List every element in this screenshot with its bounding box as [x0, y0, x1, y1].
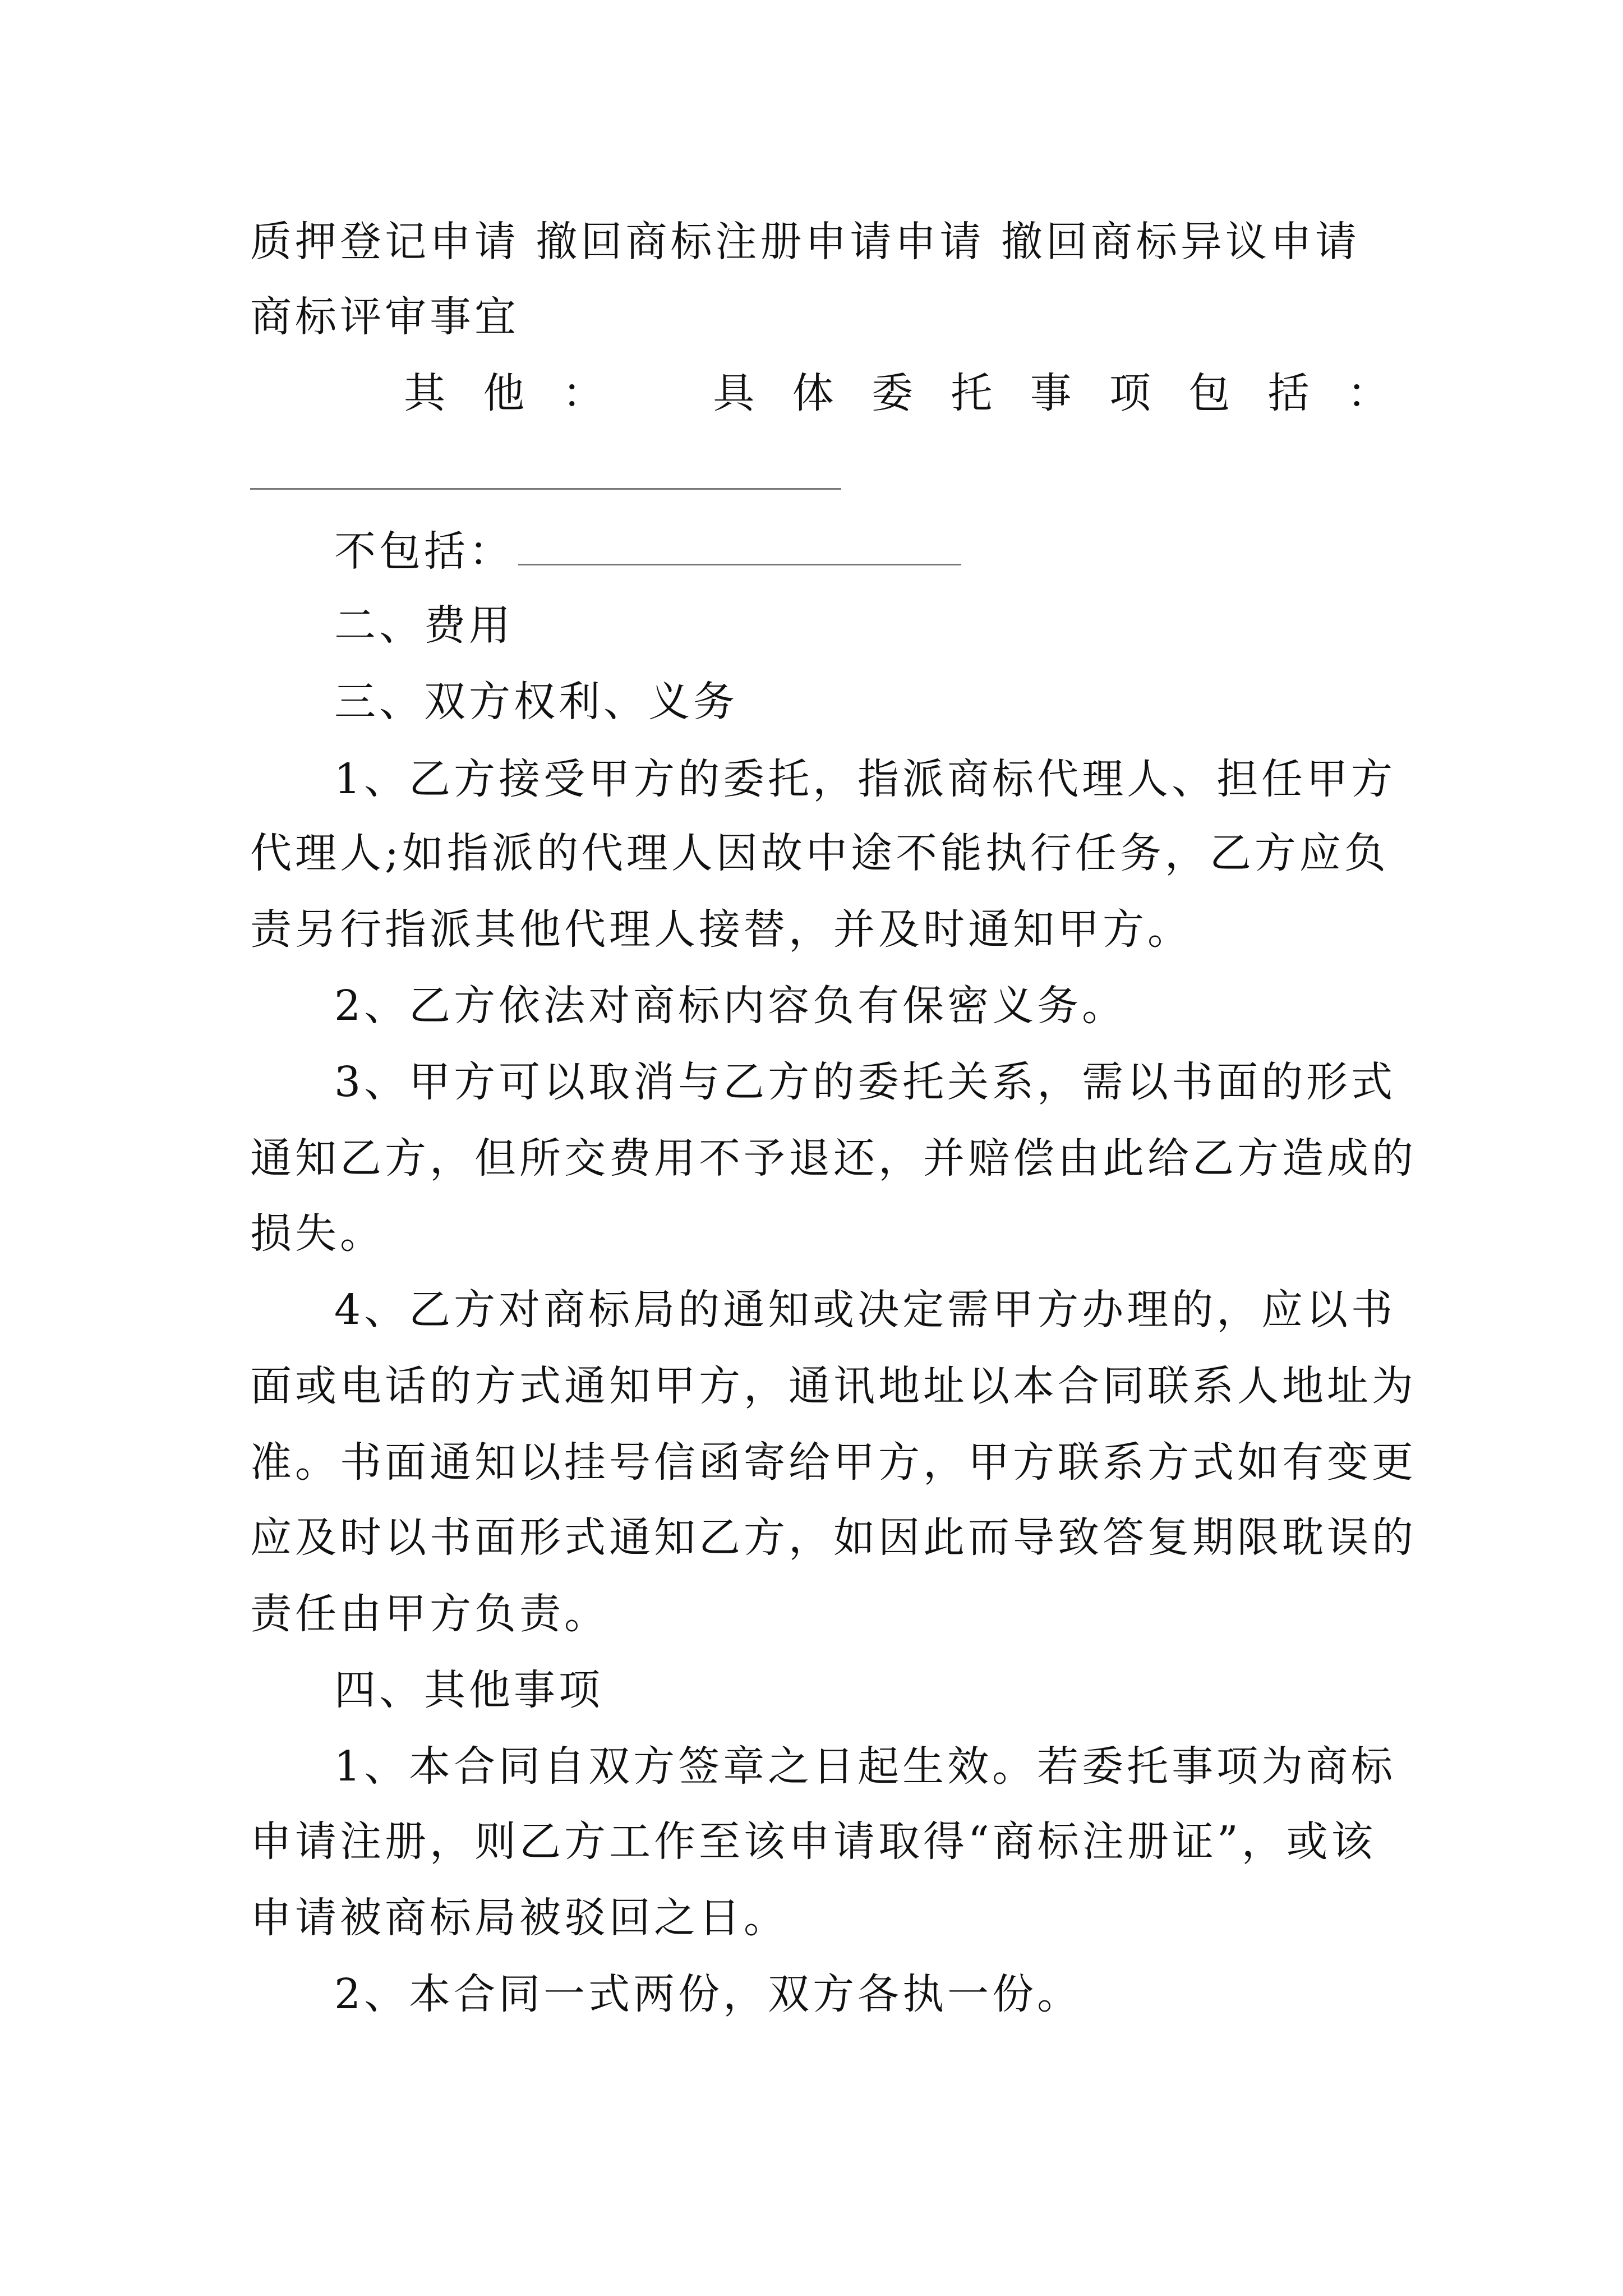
text-line: 申请注册，则乙方工作至该申请取得“商标注册证”，或该: [250, 1818, 1376, 1866]
text-fragment: ：: [1347, 369, 1389, 417]
text-line: 责另行指派其他代理人接替，并及时通知甲方。: [250, 905, 1192, 954]
text-line: 2、本合同一式两份，双方各执一份。: [334, 1970, 1082, 2018]
text-fragment: 体: [792, 369, 834, 417]
text-line: 面或电话的方式通知甲方，通讯地址以本合同联系人地址为: [250, 1362, 1417, 1410]
section-heading: 四、其他事项: [334, 1666, 603, 1714]
text-line: 准。书面通知以挂号信函寄给甲方，甲方联系方式如有变更: [250, 1438, 1417, 1487]
text-line: 应及时以书面形式通知乙方，如因此而导致答复期限耽误的: [250, 1513, 1417, 1562]
text-line: 损失。: [250, 1209, 385, 1258]
text-fragment: 他: [483, 369, 525, 417]
text-line: 通知乙方，但所交费用不予退还，并赔偿由此给乙方造成的: [250, 1134, 1417, 1182]
section-heading: 三、双方权利、义务: [334, 678, 738, 726]
text-fragment: 其: [404, 369, 445, 417]
text-line: 质押登记申请 撤回商标注册申请申请 撤回商标异议申请: [250, 218, 1361, 266]
text-fragment: 包: [1188, 369, 1230, 417]
text-line: 4、乙方对商标局的通知或决定需甲方办理的，应以书: [334, 1286, 1396, 1334]
text-line: 3、甲方可以取消与乙方的委托关系，需以书面的形式: [334, 1058, 1396, 1106]
text-line: 申请被商标局被驳回之日。: [250, 1894, 789, 1942]
text-fragment: 具: [713, 369, 755, 417]
text-fragment: 事: [1030, 369, 1072, 417]
text-spacer: [642, 372, 675, 414]
entrusted-items-line: [404, 369, 1389, 417]
text-line: 代理人;如指派的代理人因故中途不能执行任务，乙方应负: [250, 829, 1389, 877]
text-line: 1、乙方接受甲方的委托，指派商标代理人、担任甲方: [334, 755, 1396, 803]
text-fragment: 括: [1267, 369, 1310, 417]
text-fragment: 项: [1109, 369, 1151, 417]
text-line: 商标评审事宜: [250, 293, 519, 341]
text-fragment: ：: [562, 369, 604, 417]
blank-fill-line: [518, 532, 961, 565]
text-fragment: 不包括：: [334, 527, 514, 576]
text-fragment: 托: [951, 369, 993, 417]
blank-fill-line: [250, 488, 841, 490]
text-fragment: 委: [871, 369, 913, 417]
text-line: 1、本合同自双方签章之日起生效。若委托事项为商标: [334, 1742, 1396, 1791]
text-line: 责任由甲方负责。: [250, 1590, 609, 1638]
section-heading: 二、费用: [334, 601, 514, 650]
text-line: 2、乙方依法对商标内容负有保密义务。: [334, 982, 1127, 1030]
exclusion-line: [334, 527, 1389, 576]
